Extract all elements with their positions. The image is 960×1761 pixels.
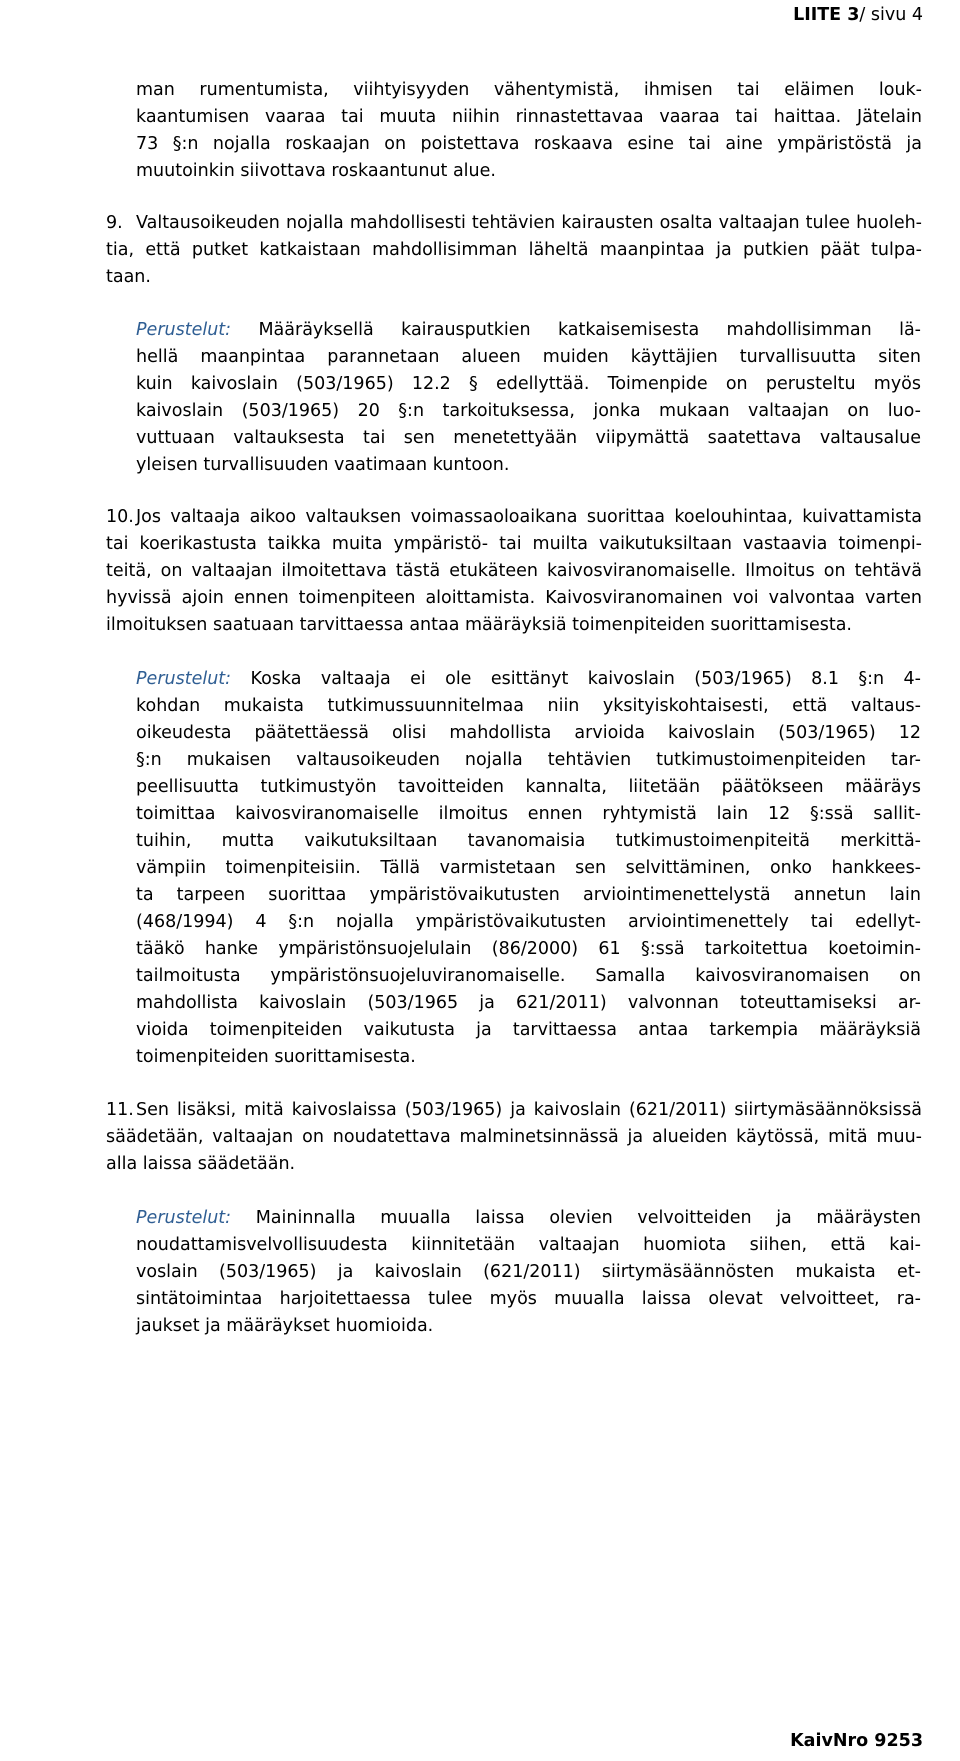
text-line: hellä maanpintaa parannetaan alueen muiden käyttäjien turvallisuutta siten	[136, 347, 921, 367]
text-line: kuin kaivoslain (503/1965) 12.2 § edellyttää. Toimenpide on perusteltu myös	[136, 374, 921, 394]
text-line: tuihin, mutta vaikutuksiltaan tavanomaisia tutkimustoimenpiteitä merkittä-	[136, 831, 921, 851]
rationale-label: Perustelut:	[136, 669, 232, 689]
text-line: taan.	[106, 267, 151, 287]
text-line: peellisuutta tutkimustyön tavoitteiden kannalta, liitetään päätökseen määräys	[136, 777, 921, 797]
text-span: Maininnalla muualla laissa olevien velvoitteiden ja määräysten	[255, 1208, 921, 1228]
text-line: ilmoituksen saatuaan tarvittaessa antaa määräyksiä toimenpiteiden suorittamisesta.	[106, 615, 852, 635]
text-line: tia, että putket katkaistaan mahdollisimman läheltä maanpintaa ja putkien päät tulpa-	[106, 240, 922, 260]
text-line: Sen lisäksi, mitä kaivoslaissa (503/1965) ja kaivoslain (621/2011) siirtymäsäännöksissä	[136, 1100, 922, 1120]
text-span: Määräyksellä kairausputkien katkaisemisesta mahdollisimman lä-	[258, 320, 921, 340]
text-line: toimenpiteiden suorittamisesta.	[136, 1047, 416, 1067]
text-line: alla laissa säädetään.	[106, 1154, 296, 1174]
text-line: muutoinkin siivottava roskaantunut alue.	[136, 161, 496, 181]
text-line: tai koerikastusta taikka muita ympäristö- tai muilta vaikutuksiltaan vastaavia toimenpi-	[106, 534, 922, 554]
appendix-label: LIITE 3	[793, 5, 860, 25]
text-line: kohdan mukaista tutkimussuunnitelmaa niin yksityiskohtaisesti, että valtaus-	[136, 696, 921, 716]
text-line: man rumentumista, viihtyisyyden vähentymistä, ihmisen tai eläimen louk-	[136, 80, 922, 100]
rationale-first-line	[136, 1203, 921, 1233]
item-number: 11.	[106, 1100, 134, 1120]
page-header	[793, 2, 923, 28]
text-line: jaukset ja määräykset huomioida.	[136, 1316, 434, 1336]
text-line: vuttuaan valtauksesta tai sen menetettyään viipymättä saatettava valtausalue	[136, 428, 921, 448]
text-line: toimittaa kaivosviranomaiselle ilmoitus ennen ryhtymistä lain 12 §:ssä sallit-	[136, 804, 921, 824]
text-line: tääkö hanke ympäristönsuojelulain (86/2000) 61 §:ssä tarkoitettua koetoimin-	[136, 939, 921, 959]
text-line: mahdollista kaivoslain (503/1965 ja 621/2011) valvonnan toteuttamiseksi ar-	[136, 993, 921, 1013]
rationale-label: Perustelut:	[136, 1208, 232, 1228]
text-line: säädetään, valtaajan on noudatettava malminetsinnässä ja alueiden käytössä, mitä muu-	[106, 1127, 922, 1147]
text-line: ta tarpeen suorittaa ympäristövaikutusten arviointimenettelystä annetun lain	[136, 885, 921, 905]
text-line: kaivoslain (503/1965) 20 §:n tarkoituksessa, jonka mukaan valtaajan on luo-	[136, 401, 921, 421]
text-line: hyvissä ajoin ennen toimenpiteen aloittamista. Kaivosviranomainen voi valvontaa varten	[106, 588, 922, 608]
page-footer: KaivNro 9253	[790, 1731, 923, 1751]
page-number: / sivu 4	[859, 5, 923, 25]
text-line: voslain (503/1965) ja kaivoslain (621/2011) siirtymäsäännösten mukaista et-	[136, 1262, 921, 1282]
text-line: oikeudesta päätettäessä olisi mahdollista arvioida kaivoslain (503/1965) 12	[136, 723, 921, 743]
text-span: Koska valtaaja ei ole esittänyt kaivoslain (503/1965) 8.1 §:n 4-	[250, 669, 921, 689]
rationale-first-line	[136, 315, 921, 345]
text-line: sintätoimintaa harjoitettaessa tulee myös muualla laissa olevat velvoitteet, ra-	[136, 1289, 921, 1309]
text-line: vämpiin toimenpiteisiin. Tällä varmistetaan sen selvittäminen, onko hankkees-	[136, 858, 921, 878]
text-line: (468/1994) 4 §:n nojalla ympäristövaikutusten arviointimenettely tai edellyt-	[136, 912, 921, 932]
text-line: Jos valtaaja aikoo valtauksen voimassaoloaikana suorittaa koelouhintaa, kuivattamista	[136, 507, 922, 527]
text-line: tailmoitusta ympäristönsuojeluviranomaiselle. Samalla kaivosviranomaisen on	[136, 966, 921, 986]
item-number: 10.	[106, 507, 134, 527]
text-line: vioida toimenpiteiden vaikutusta ja tarvittaessa antaa tarkempia määräyksiä	[136, 1020, 921, 1040]
rationale-label: Perustelut:	[136, 320, 232, 340]
text-line: kaantumisen vaaraa tai muuta niihin rinnastettavaa vaaraa tai haittaa. Jätelain	[136, 107, 922, 127]
text-line: teitä, on valtaajan ilmoitettava tästä etukäteen kaivosviranomaiselle. Ilmoitus on tehtävä	[106, 561, 922, 581]
text-line: §:n mukaisen valtausoikeuden nojalla tehtävien tutkimustoimenpiteiden tar-	[136, 750, 921, 770]
item-number: 9.	[106, 213, 123, 233]
text-line: Valtausoikeuden nojalla mahdollisesti tehtävien kairausten osalta valtaajan tulee huoleh-	[136, 213, 922, 233]
text-line: yleisen turvallisuuden vaatimaan kuntoon.	[136, 455, 510, 475]
text-line: noudattamisvelvollisuudesta kiinnitetään valtaajan huomiota siihen, että kai-	[136, 1235, 921, 1255]
rationale-first-line	[136, 664, 921, 694]
text-line: 73 §:n nojalla roskaajan on poistettava roskaava esine tai aine ympäristöstä ja	[136, 134, 922, 154]
